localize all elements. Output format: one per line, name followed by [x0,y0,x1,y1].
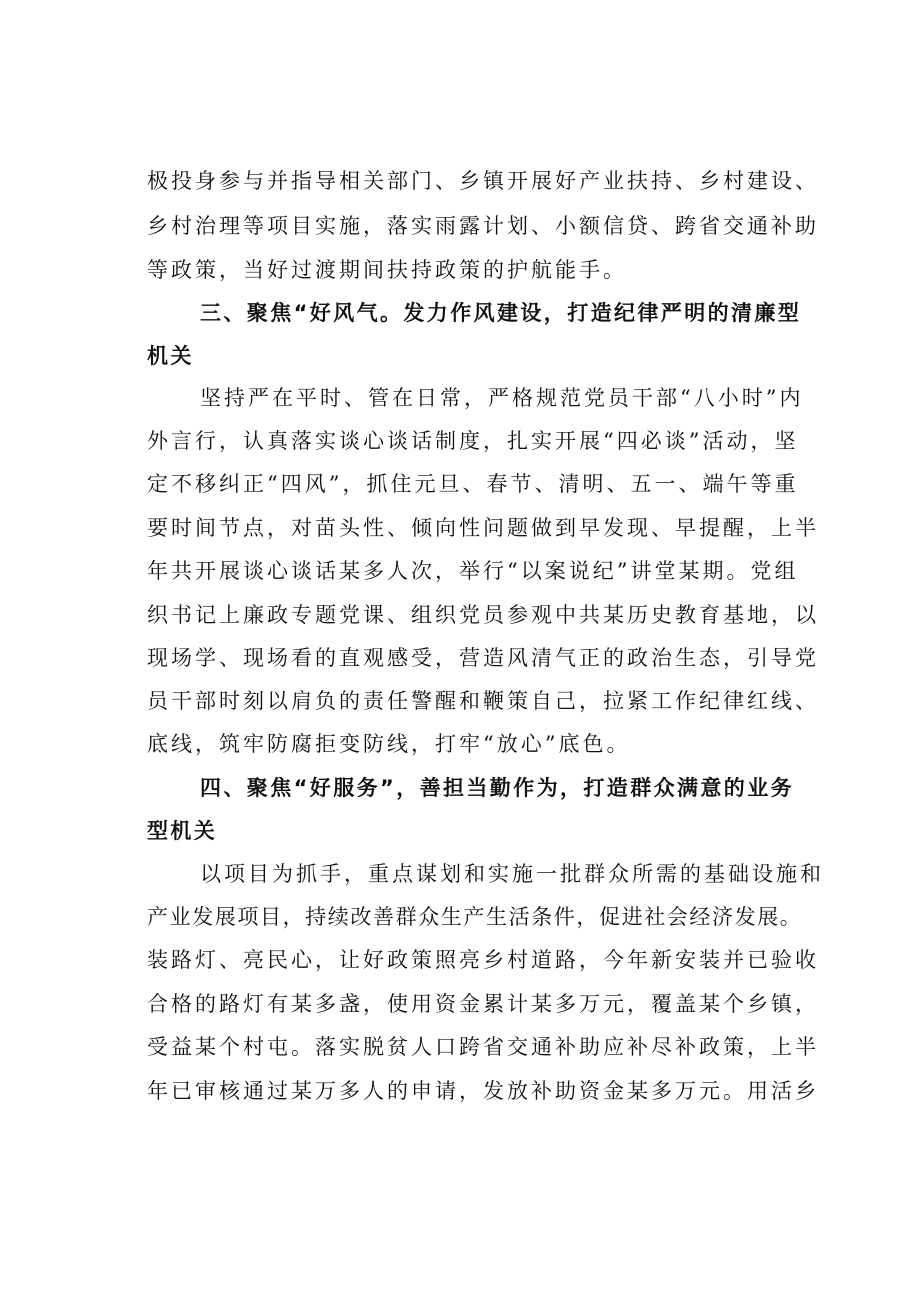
text-line: 定不移纠正“四风”，抓住元旦、春节、清明、五一、端午等重 [147,472,799,496]
text-line: 年共开展谈心谈话某多人次，举行“以案说纪”讲堂某期。党组 [147,559,799,583]
text-line: 装路灯、亮民心，让好政策照亮乡村道路，今年新安装并已验收 [147,948,819,972]
text-line: 以项目为抓手，重点谋划和实施一批群众所需的基础设施和 [200,862,824,886]
text-line: 产业发展项目，持续改善群众生产生活条件，促进社会经济发展。 [147,905,803,929]
text-line: 合格的路灯有某多盏，使用资金累计某多万元，覆盖某个乡镇， [147,992,819,1016]
text-line: 年已审核通过某万多人的申请，发放补助资金某多万元。用活乡 [147,1079,819,1103]
text-line: 底线，筑牢防腐拒变防线，打牢“放心”底色。 [147,732,631,756]
section-heading: 三、聚焦“好风气。发力作风建设，打造纪律严明的清廉型 [200,301,802,325]
text-line: 受益某个村屯。落实脱贫人口跨省交通补助应补尽补政策，上半 [147,1035,819,1059]
text-line: 现场学、现场看的直观感受，营造风清气正的政治生态，引导党 [147,646,819,670]
text-line: 极投身参与并指导相关部门、乡镇开展好产业扶持、乡村建设、 [147,169,819,193]
text-line: 等政策，当好过渡期间扶持政策的护航能手。 [147,258,627,282]
section-heading: 型机关 [147,819,218,843]
text-line: 乡村治理等项目实施，落实雨露计划、小额信贷、跨省交通补助 [147,214,819,238]
text-line: 外言行，认真落实谈心谈话制度，扎实开展“四必谈”活动，坚 [147,429,799,453]
text-line: 织书记上廉政专题党课、组织党员参观中共某历史教育基地，以 [147,603,819,627]
text-line: 要时间节点，对苗头性、倾向性问题做到早发现、早提醒，上半 [147,516,819,540]
text-line: 坚持严在平时、管在日常，严格规范党员干部“八小时”内 [200,386,804,410]
section-heading: 四、聚焦“好服务”，善担当勤作为，打造群众满意的业务 [200,776,795,800]
text-line: 员干部时刻以肩负的责任警醒和鞭策自己，拉紧工作纪律红线、 [147,689,819,713]
section-heading: 机关 [147,344,194,368]
